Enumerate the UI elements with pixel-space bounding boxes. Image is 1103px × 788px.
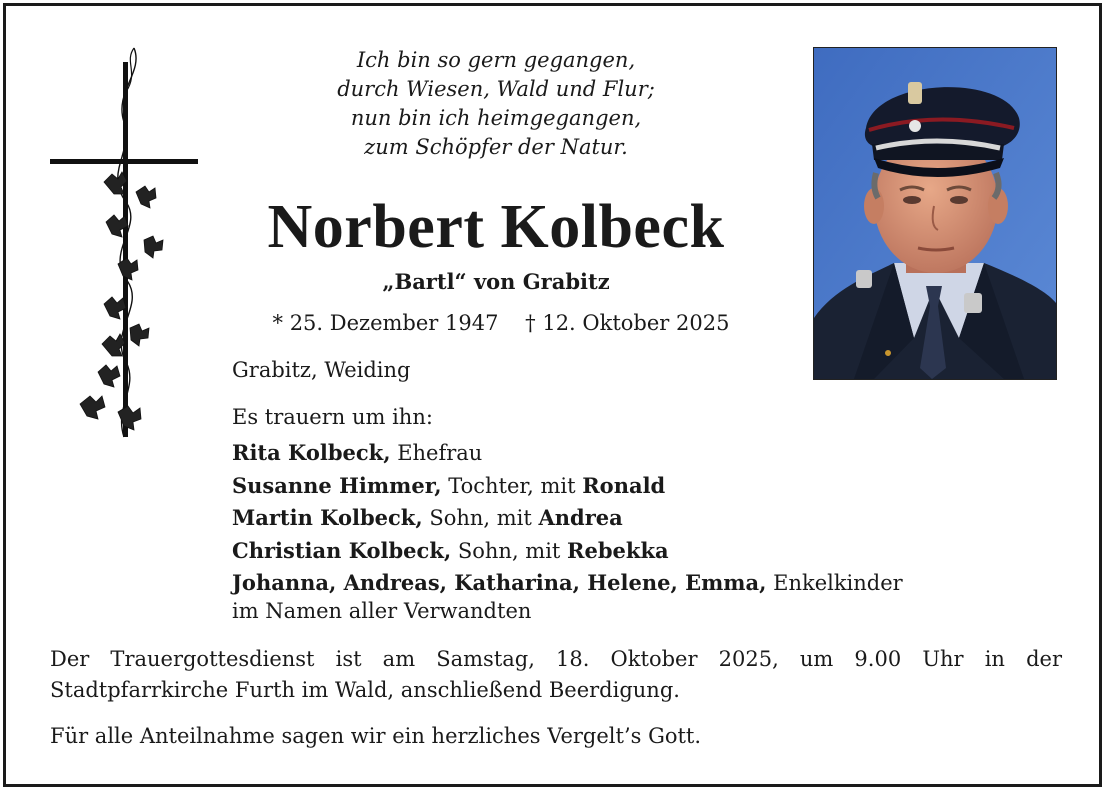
mourner-name: Johanna, Andreas, Katharina, Helene, Emma,	[232, 570, 767, 596]
life-dates: * 25. Dezember 1947 † 12. Oktober 2025	[272, 311, 730, 335]
family-note: im Namen aller Verwandten	[232, 599, 532, 623]
mourner-row	[232, 502, 903, 535]
thanks-note: Für alle Anteilnahme sagen wir ein herzliches Vergelt’s Gott.	[50, 724, 702, 748]
residence: Grabitz, Weiding	[232, 358, 411, 382]
deceased-nickname: „Bartl“ von Grabitz	[382, 269, 610, 294]
mourner-partner: Rebekka	[567, 537, 669, 563]
mourner-relation: Tochter, mit	[441, 473, 583, 498]
mourner-relation: Sohn, mit	[451, 538, 568, 563]
portrait-photo	[813, 47, 1057, 380]
mourner-row	[232, 535, 903, 568]
poem-line: durch Wiesen, Wald und Flur;	[337, 77, 655, 101]
mourner-relation: Ehefrau	[390, 441, 483, 465]
deceased-name: Norbert Kolbeck	[267, 193, 725, 261]
poem	[236, 46, 756, 162]
mourner-relation: Enkelkinder	[766, 571, 903, 596]
mourner-partner: Andrea	[538, 505, 623, 531]
mourner-row	[232, 437, 903, 470]
poem-line: Ich bin so gern gegangen,	[356, 48, 636, 72]
mourner-name: Martin Kolbeck,	[232, 505, 423, 531]
obituary-notice	[3, 3, 1102, 787]
mourner-name: Christian Kolbeck,	[232, 537, 452, 563]
mourner-row	[232, 567, 903, 600]
mourners-intro: Es trauern um ihn:	[232, 405, 433, 429]
funeral-service-info: Der Trauergottesdienst ist am Samstag, 18. Oktober 2025, um 9.00 Uhr in der Stadtpfarrkirche Furth im Wald, anschließend Beerdigung.	[50, 647, 1062, 702]
poem-line: nun bin ich heimgegangen,	[350, 106, 642, 130]
poem-line: zum Schöpfer der Natur.	[364, 135, 628, 159]
mourner-name: Rita Kolbeck,	[232, 440, 391, 465]
mourner-row	[232, 470, 903, 503]
mourners-list	[232, 437, 903, 600]
mourner-relation: Sohn, mit	[422, 506, 539, 531]
mourner-name: Susanne Himmer,	[232, 472, 442, 498]
mourner-partner: Ronald	[582, 472, 666, 498]
